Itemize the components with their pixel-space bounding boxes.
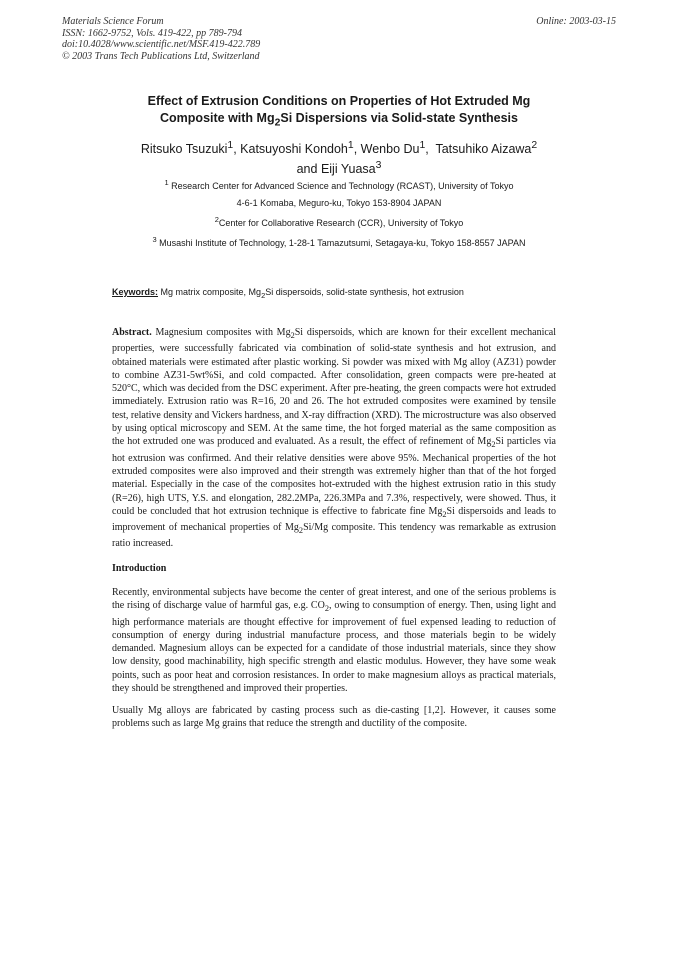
keywords-text: Mg matrix composite, Mg <box>160 287 262 297</box>
affiliation-3 <box>60 234 618 249</box>
abstract-label: Abstract. <box>112 327 152 338</box>
issn-line: ISSN: 1662-9752, Vols. 419-422, pp 789-794 <box>62 27 242 39</box>
title-text: Si Dispersions via Solid-state Synthesis <box>280 111 518 125</box>
affiliation-1 <box>60 177 618 192</box>
journal-header <box>62 16 260 62</box>
abstract-text: Si dispersoids and leads to improvement of mechanical properties of Mg <box>112 505 556 534</box>
affil-text: Research Center for Advanced Science and Technology (RCAST), University of Tokyo <box>171 181 514 191</box>
title-line-2 <box>100 110 578 132</box>
author-name: Wenbo Du <box>360 142 420 157</box>
title-line-1: Effect of Extrusion Conditions on Properties of Hot Extruded Mg <box>147 94 531 108</box>
affiliation-2 <box>60 214 618 229</box>
author-affil-mark: 3 <box>375 159 382 171</box>
subscript: 2 <box>298 526 304 536</box>
intro-text: , owing to consumption of energy. Then, using light and high performance materials are thought effective for improvement of fuel expensed leading to reduction of consumption of energy during industrial manufacture process, and those materials begin to be widely demanded. Magnesium alloys can be expected for a candidate of those industrial materials, since they show low density, good machinability, high specific strength and elastic modulus. However, they have some weak points, such as poor heat and corrosion resistances. In order to make magnesium alloys as practical materials, they should be strengthened and improved their properties. <box>112 600 556 695</box>
subscript: 2 <box>290 331 295 340</box>
abstract-text: Si dispersoids, which are known for their excellent mechanical properties, were successfully fabricated via combination of solid-state synthesis and hot extrusion, and obtained materials were estimated after plastic working. Si powder was mixed with Mg alloy (AZ31) powder to combine AZ31-5wt%Si, and cold compacted. After consolidation, green compacts were pre-heated at 520°C, which was decided from the DSC experiment. After pre-heating, the green compacts were hot extruded immediately. Extrusion ratio was R=16, 20 and 26. The hot extruded composites were examined by tensile test, relative density and Vickers hardness, and X-ray diffraction (XRD). The microstructure was also observed by using optical microscopy and SEM. At the same time, the hot forged material as the same composition as the hot extruded one was produced and evaluated. As a result, the effect of refinement of Mg <box>112 327 556 448</box>
doi-line[interactable]: doi:10.4028/www.scientific.net/MSF.419-422.789 <box>62 39 261 50</box>
affil-text: Musashi Institute of Technology, 1-28-1 Tamazutsumi, Setagaya-ku, Tokyo 158-8557 JAPAN <box>159 238 526 248</box>
section-heading-introduction: Introduction <box>112 563 167 574</box>
subscript: 2 <box>274 117 281 129</box>
subscript: 2 <box>261 290 266 300</box>
author-name: Katsuyoshi Kondoh <box>240 142 348 157</box>
author-name: Tatsuhiko Aizawa <box>435 142 532 157</box>
author-name: Ritsuko Tsuzuki <box>140 142 228 157</box>
subscript: 2 <box>324 604 329 614</box>
affil-mark: 1 <box>164 178 169 187</box>
affil-text: Center for Collaborative Research (CCR), University of Tokyo <box>218 218 464 228</box>
title-text: Composite with Mg <box>160 111 275 125</box>
author-affil-mark: 1 <box>347 140 354 151</box>
keywords <box>112 287 464 300</box>
affil-mark: 3 <box>152 235 157 244</box>
affiliation-1-address: 4-6-1 Komaba, Meguro-ku, Tokyo 153-8904 JAPAN <box>236 198 442 208</box>
introduction-paragraph-2: Usually Mg alloys are fabricated by casting process such as die-casting [1,2]. However, it causes some problems such as large Mg grains that reduce the strength and ductility of the composite. <box>112 705 556 730</box>
author-name: Eiji Yuasa <box>320 161 376 176</box>
subscript: 2 <box>442 509 447 519</box>
paper-title <box>100 93 578 132</box>
abstract <box>112 326 556 551</box>
copyright-line: © 2003 Trans Tech Publications Ltd, Switzerland <box>62 50 260 62</box>
author-list: Ritsuko Tsuzuki$^1$, Katsuyoshi Kondoh$^1$, Wenbo Du$^1$, Tatsuhiko Aizawa$^2$ and Eiji Yuasa$^3$ <box>140 140 538 176</box>
keywords-label: Keywords: <box>112 287 159 297</box>
journal-name: Materials Science Forum <box>62 16 164 27</box>
intro-text: Recently, environmental subjects have become the center of great interest, and one of the serious problems is the rising of discharge value of harmful gas, e.g. CO <box>112 587 556 612</box>
abstract-text: Si/Mg composite. This tendency was remarkable as extrusion ratio increased. <box>112 522 557 550</box>
abstract-text: Magnesium composites with Mg <box>155 327 291 338</box>
affil-mark: 2 <box>214 215 219 224</box>
keywords-text: Si dispersoids, solid-state synthesis, hot extrusion <box>265 287 464 297</box>
online-date: Online: 2003-03-15 <box>536 16 616 27</box>
author-affil-mark: 1 <box>419 140 426 151</box>
author-affil-mark: 2 <box>531 140 538 151</box>
author-affil-mark: 1 <box>227 140 234 151</box>
introduction-paragraph-1 <box>112 586 556 695</box>
abstract-text: Si particles via hot extrusion was confirmed. And their relative densities were above 95%. Mechanical properties of the hot extruded composites were also improved and their strength was extremely higher than that of the hot forged material. Especially in the case of the composites hot-extruded with the highest extrusion ratio in this study (R=26), high UTS, Y.S. and elongation, 282.2MPa, 226.3MPa and 7.3%, respectively, were showed. Thus, it could be concluded that hot extrusion technique is effective to fabricate fine Mg <box>112 436 556 517</box>
subscript: 2 <box>491 440 496 450</box>
